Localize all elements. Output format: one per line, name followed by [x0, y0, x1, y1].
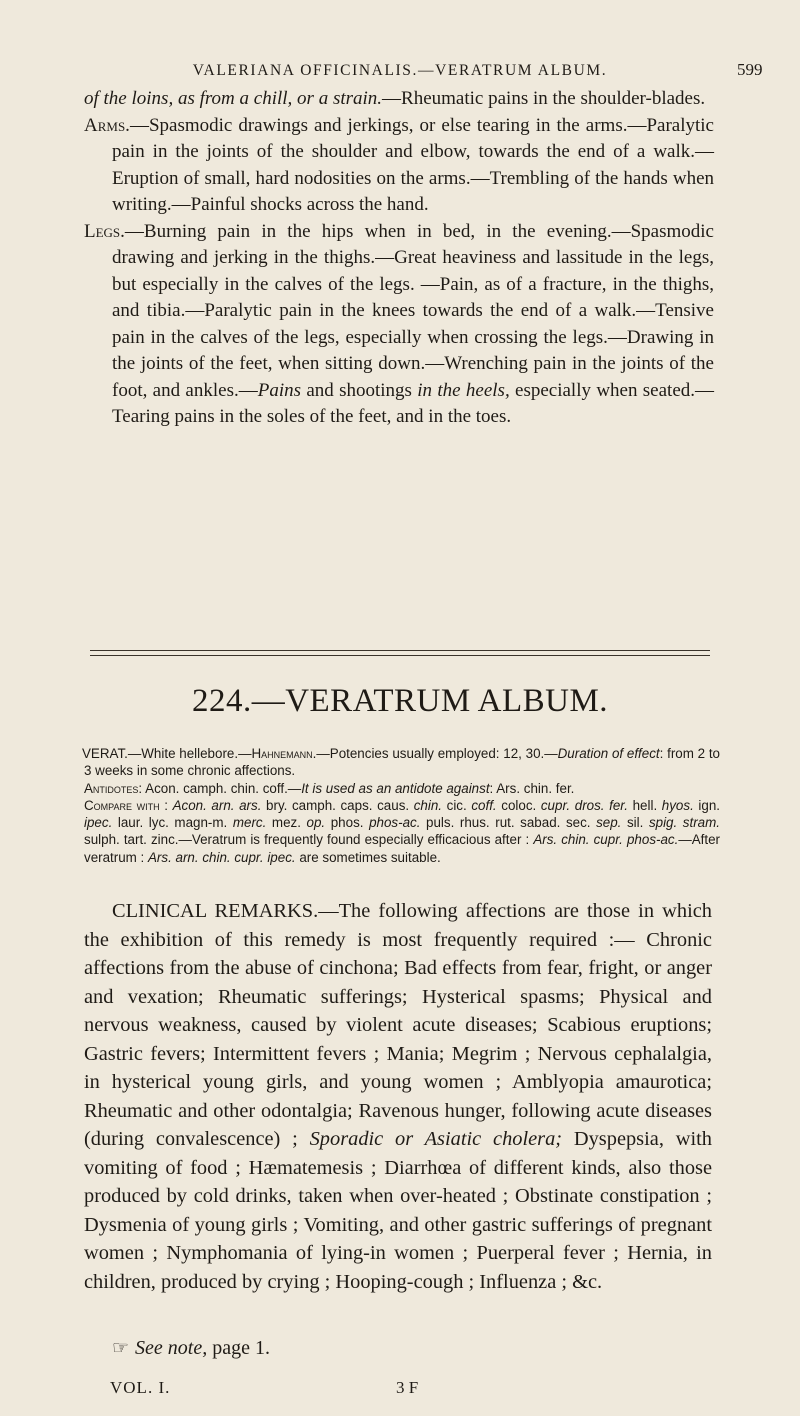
compare-12: laur. lyc. magn-m.	[112, 815, 233, 831]
potencies-text: —Potencies usually employed: 12, 30.—	[316, 746, 558, 761]
antidote-italic: It is used as an antidote against	[301, 780, 490, 796]
antidote-list: : Ars. chin. fer.	[489, 780, 575, 796]
compare-15: op.	[306, 815, 326, 831]
clinical-italic-b: Sporadic or Asiatic cholera;	[309, 1128, 563, 1150]
compare-24: —After veratrum :	[84, 832, 721, 865]
antidotes-label: Antidotes:	[84, 780, 143, 796]
compare-7: cupr. dros. fer.	[540, 797, 628, 813]
compare-5: coff.	[471, 797, 497, 813]
antidotes-text: Acon. camph. chin. coff.—	[142, 780, 302, 796]
remedy-notes	[84, 745, 720, 866]
hahnemann-label: Hahnemann.	[251, 746, 317, 761]
duration-label: Duration of effect	[557, 746, 660, 761]
compare-4: cic.	[442, 797, 472, 813]
see-note-page: page 1.	[207, 1337, 270, 1359]
compare-23: Ars. chin. cupr. phos-ac.	[533, 832, 679, 848]
divider-rule-top	[90, 650, 710, 651]
compare-2: bry. camph. caps. caus.	[261, 797, 414, 813]
divider-rule-bottom	[90, 655, 710, 656]
legs-text-a: —Burning pain in the hips when in bed, in the evening.—Spasmodic drawing and jerking in the thighs.—Great heaviness and lassitude in the legs, but especially in the calves of the legs. —Pain, as of a fracture, in the thighs, and tibia.—Paralytic pain in the knees towards the end of a walk.—Tensive pain in the calves of the legs, especially when crossing the legs.—Drawing in the joints of the feet, when sitting down.—Wrenching pain in the joints of the foot, and ankles.—	[112, 220, 714, 401]
arms-paragraph	[84, 113, 714, 219]
see-note	[112, 1337, 270, 1360]
compare-9: hyos.	[661, 797, 694, 813]
verat-text: —White hellebore.—	[127, 746, 252, 761]
arms-text: —Spasmodic drawings and jerkings, or else tearing in the arms.—Paralytic pain in the joints of the shoulder and elbow, towards the end of a walk.—Eruption of small, hard nodosities on the arms.—Trembling of the hands when writing.—Painful shocks across the hand.	[112, 114, 714, 215]
notes-paragraph	[84, 745, 720, 866]
legs-italic-d: in the heels,	[417, 379, 510, 401]
legs-text-c: and shootings	[301, 379, 418, 401]
duration-text: : from 2 to 3 weeks in some chronic affections.	[84, 746, 720, 779]
compare-26: are sometimes suitable.	[295, 849, 441, 865]
symptoms-section	[84, 86, 714, 431]
compare-1: Acon. arn. ars.	[172, 797, 262, 813]
clinical-remarks	[84, 897, 712, 1296]
compare-8: hell.	[627, 797, 662, 813]
verat-label: VERAT.	[82, 746, 128, 761]
continuation-paragraph	[84, 86, 714, 113]
legs-text-e: especially when seated.—Tearing pains in the soles of the feet, and in the toes.	[112, 379, 715, 427]
compare-label: Compare with :	[84, 797, 168, 813]
compare-21: spig. stram.	[648, 815, 721, 831]
compare-10: ign.	[693, 797, 720, 813]
compare-16: phos.	[325, 815, 370, 831]
arms-label: Arms.	[84, 114, 130, 136]
clinical-text-c: Dyspepsia, with vomiting of food ; Hæmatemesis ; Diarrhœa of different kinds, also those produced by cold drinks, taken when over-heated ; Obstinate constipation ; Dysmenia of young girls ; Vomiting, and other gastric sufferings of pregnant women ; Nymphomania of lying-in women ; Puerperal fever ; Hernia, in children, produced by crying ; Hooping-cough ; Influenza ; &c.	[84, 1128, 712, 1293]
clinical-label: CLINICAL REMARKS.	[112, 900, 319, 922]
see-note-text: See note,	[135, 1337, 208, 1359]
compare-13: merc.	[232, 815, 267, 831]
continuation-text: —Rheumatic pains in the shoulder-blades.	[382, 88, 706, 109]
compare-6: coloc.	[496, 797, 541, 813]
compare-22: sulph. tart. zinc.—Veratrum is frequently found especially efficacious after :	[84, 832, 534, 848]
clinical-paragraph	[84, 897, 712, 1296]
compare-17: phos-ac.	[369, 815, 421, 831]
compare-18: puls. rhus. rut. sabad. sec.	[420, 815, 597, 831]
compare-3: chin.	[413, 797, 443, 813]
compare-25: Ars. arn. chin. cupr. ipec.	[148, 849, 296, 865]
compare-11: ipec.	[84, 815, 113, 831]
footer-volume: VOL. I.	[110, 1378, 171, 1397]
section-divider	[90, 650, 710, 660]
legs-paragraph	[84, 219, 714, 431]
footer-signature: 3 F	[396, 1378, 419, 1397]
pointing-hand-icon: ☞	[112, 1338, 130, 1359]
clinical-text-a: —The following affections are those in which the exhibition of this remedy is most frequently required :— Chronic affections from the abuse of cinchona; Bad effects from fear, fright, or anger and vexation; Rheumatic sufferings; Hysterical spasms; Physical and nervous weakness, caused by violent acute diseases; Scabious eruptions; Gastric fevers; Intermittent fevers ; Mania; Megrim ; Nervous cephalalgia, in hysterical young girls, and young women ; Amblyopia amaurotica; Rheumatic and other odontalgia; Ravenous hunger, following acute diseases (during convalescence) ;	[84, 900, 712, 1150]
legs-label: Legs.	[84, 220, 125, 242]
section-heading: 224.—VERATRUM ALBUM.	[191, 683, 609, 719]
compare-19: sep.	[596, 815, 622, 831]
compare-14: mez.	[266, 815, 307, 831]
legs-italic-b: Pains	[257, 379, 302, 401]
page-number: 599	[737, 60, 763, 79]
continuation-italic: of the loins, as from a chill, or a strain.	[84, 88, 383, 109]
running-title: VALERIANA OFFICINALIS.—VERATRUM ALBUM.	[192, 62, 608, 79]
compare-20: sil.	[621, 815, 649, 831]
